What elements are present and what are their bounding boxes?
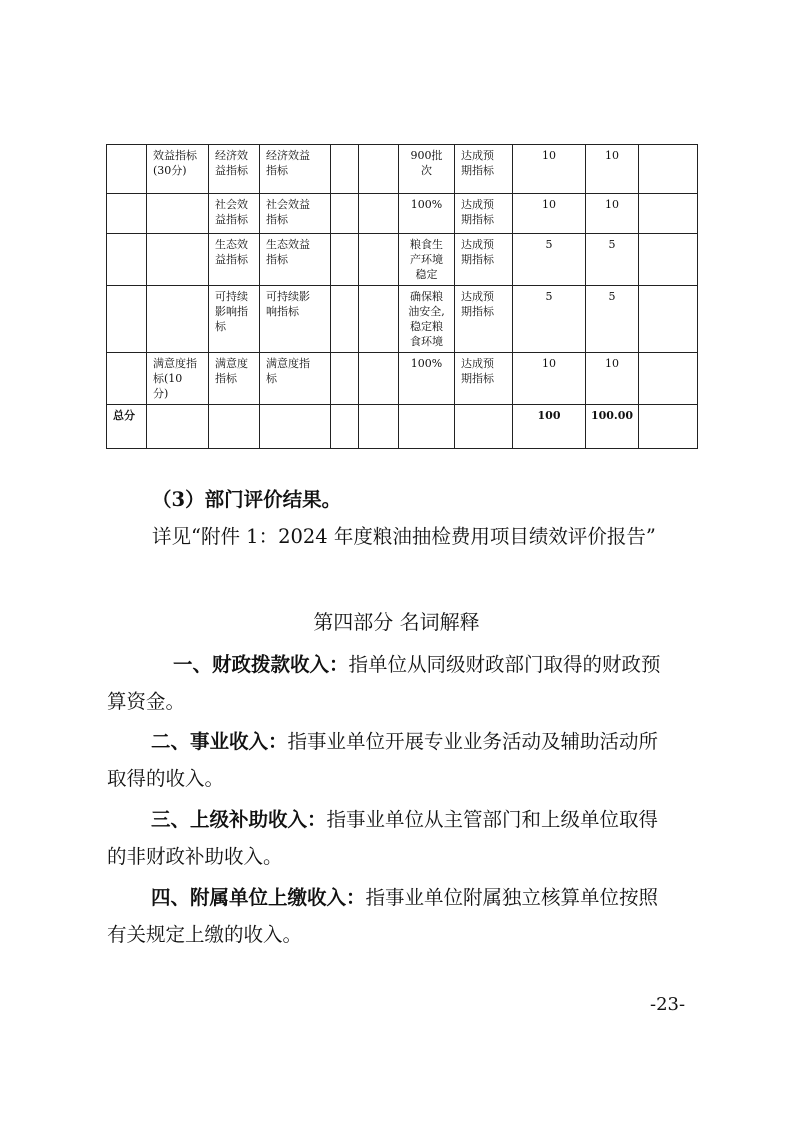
table-row [107, 145, 698, 194]
table-cell [639, 145, 698, 194]
definition-continuation: 有关规定上缴的收入。 [107, 923, 303, 946]
definition-continuation: 算资金。 [107, 690, 186, 713]
table-cell [331, 194, 359, 234]
table-cell [331, 405, 359, 449]
table-cell: 100% [399, 353, 455, 405]
page-number: -23- [650, 994, 686, 1015]
table-cell: 经济效 益指标 [209, 145, 260, 194]
table-cell: 确保粮 油安全, 稳定粮 食环境 [399, 286, 455, 353]
table-cell: 满意度 指标 [209, 353, 260, 405]
table-cell: 粮食生 产环境 稳定 [399, 234, 455, 286]
table-row [107, 286, 698, 353]
table-cell: 可持续影 响指标 [260, 286, 331, 353]
table-cell [209, 405, 260, 449]
definition-term: 四、附属单位上缴收入： [151, 886, 366, 909]
part4-heading: 第四部分 名词解释 [313, 610, 480, 634]
table-cell: 达成预 期指标 [455, 234, 513, 286]
table-cell [107, 194, 147, 234]
definition-term: 二、事业收入： [151, 730, 288, 753]
table-cell [359, 234, 399, 286]
table-cell [260, 405, 331, 449]
table-cell: 社会效 益指标 [209, 194, 260, 234]
table-cell: 900批 次 [399, 145, 455, 194]
table-cell [331, 234, 359, 286]
table-cell [147, 405, 209, 449]
table-cell [107, 353, 147, 405]
table-row [107, 353, 698, 405]
table-cell: 效益指标 (30分) [147, 145, 209, 194]
table-cell: 生态效益 指标 [260, 234, 331, 286]
table-cell [455, 405, 513, 449]
table-row [107, 405, 698, 449]
table-cell: 满意度指 标 [260, 353, 331, 405]
table-cell: 达成预 期指标 [455, 194, 513, 234]
table-cell: 100 [513, 405, 586, 449]
table-row [107, 194, 698, 234]
table-cell [639, 353, 698, 405]
table-cell: 总分 [107, 405, 147, 449]
definition-line [151, 805, 658, 835]
table-cell: 达成预 期指标 [455, 286, 513, 353]
table-cell [331, 353, 359, 405]
table-cell: 10 [586, 353, 639, 405]
table-cell: 达成预 期指标 [455, 145, 513, 194]
table-cell: 10 [586, 145, 639, 194]
definition-text: 指事业单位开展专业业务活动及辅助活动所 [287, 730, 659, 753]
table-cell [147, 194, 209, 234]
definition-text: 指事业单位从主管部门和上级单位取得 [326, 808, 659, 831]
table-cell [107, 145, 147, 194]
table-cell [331, 286, 359, 353]
table-cell: 5 [513, 234, 586, 286]
table-cell: 经济效益 指标 [260, 145, 331, 194]
table-cell: 10 [513, 353, 586, 405]
table-cell: 5 [513, 286, 586, 353]
table-cell: 达成预 期指标 [455, 353, 513, 405]
table-cell: 100.00 [586, 405, 639, 449]
table-cell: 100% [399, 194, 455, 234]
table-cell: 10 [513, 145, 586, 194]
table-row [107, 234, 698, 286]
table-cell [147, 286, 209, 353]
table-cell [147, 234, 209, 286]
definition-continuation: 取得的收入。 [107, 767, 225, 790]
table-cell [359, 286, 399, 353]
table-cell: 5 [586, 286, 639, 353]
table-cell [359, 405, 399, 449]
table-cell [639, 286, 698, 353]
performance-table [106, 144, 698, 449]
definition-continuation: 的非财政补助收入。 [107, 845, 283, 868]
table-cell [399, 405, 455, 449]
table-cell [359, 145, 399, 194]
table-cell [639, 234, 698, 286]
table-cell [331, 145, 359, 194]
table-cell [107, 286, 147, 353]
definition-line [173, 650, 661, 680]
definition-term: 一、财政拨款收入： [173, 653, 349, 676]
definition-text: 指单位从同级财政部门取得的财政预 [348, 653, 661, 676]
table-cell: 10 [586, 194, 639, 234]
table-cell [359, 194, 399, 234]
table-cell: 社会效益 指标 [260, 194, 331, 234]
section3-body: 详见“附件 1：2024 年度粮油抽检费用项目绩效评价报告” [152, 525, 656, 548]
section3-title: （3）部门评价结果。 [152, 488, 342, 511]
definition-text: 指事业单位附属独立核算单位按照 [365, 886, 659, 909]
table-cell [639, 194, 698, 234]
table-cell [359, 353, 399, 405]
definition-line [151, 727, 658, 757]
table-cell: 5 [586, 234, 639, 286]
definition-line [151, 883, 658, 913]
definition-term: 三、上级补助收入： [151, 808, 327, 831]
table-cell: 生态效 益指标 [209, 234, 260, 286]
table-cell: 满意度指 标(10 分) [147, 353, 209, 405]
table-cell [107, 234, 147, 286]
table-cell [639, 405, 698, 449]
table-cell: 10 [513, 194, 586, 234]
table-cell: 可持续 影响指 标 [209, 286, 260, 353]
